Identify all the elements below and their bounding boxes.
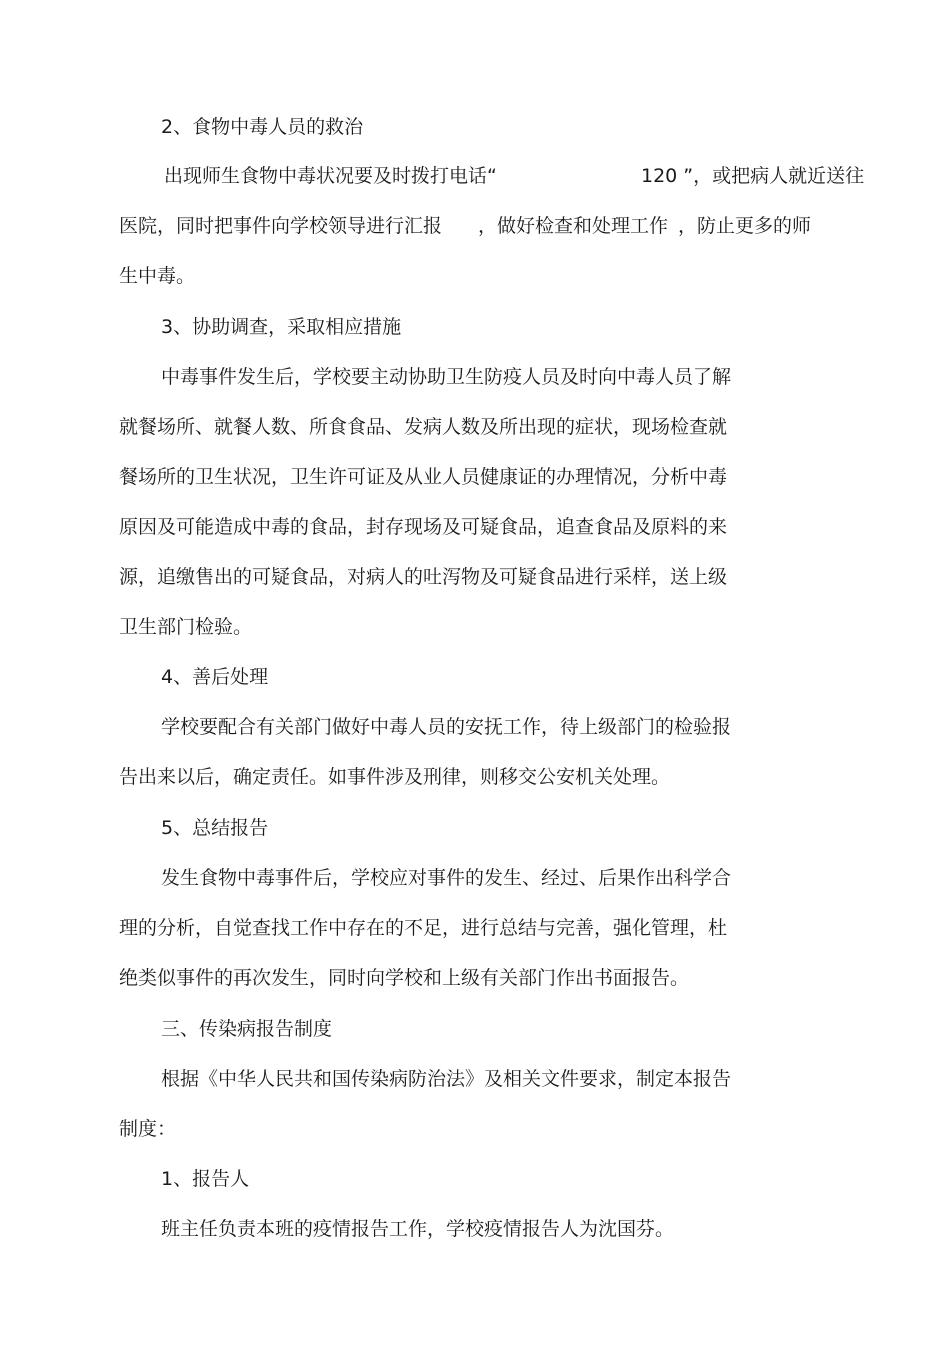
paragraph-line: 绝类似事件的再次发生，同时向学校和上级有关部门作出书面报告。 [119,967,690,989]
subheading-reporter: 1、报告人 [161,1168,250,1190]
text-segment: 医院，同时把事件向学校领导进行汇报 [119,215,443,237]
text-segment: ，做好检查和处理工作 [478,215,669,237]
paragraph-line: 发生食物中毒事件后，学校应对事件的发生、经过、后果作出科学合 [161,867,732,889]
section-title-infectious-disease: 三、传染病报告制度 [161,1018,333,1040]
paragraph-line: 源，追缴售出的可疑食品，对病人的吐泻物及可疑食品进行采样，送上级 [119,566,728,588]
paragraph-line: 卫生部门检验。 [119,616,253,638]
subheading-summary-report: 5、总结报告 [161,817,269,839]
paragraph-line: 学校要配合有关部门做好中毒人员的安抚工作，待上级部门的检验报 [161,716,732,738]
paragraph-line: 根据《中华人民共和国传染病防治法》及相关文件要求，制定本报告 [161,1068,732,1090]
text-segment: 120 ”，或把病人就近送往 [641,165,865,187]
paragraph-line: 就餐场所、就餐人数、所食食品、发病人数及所出现的症状，现场检查就 [119,416,728,438]
subheading-food-poisoning-treatment: 2、食物中毒人员的救治 [161,116,364,138]
paragraph-line: 餐场所的卫生状况，卫生许可证及从业人员健康证的办理情况，分析中毒 [119,466,728,488]
text-segment: 出现师生食物中毒状况要及时拨打电话“ [164,165,497,187]
paragraph-line: 制度： [119,1118,177,1140]
paragraph-line: 告出来以后，确定责任。如事件涉及刑律，则移交公安机关处理。 [119,766,671,788]
paragraph-line: 生中毒。 [119,265,196,287]
subheading-investigation: 3、协助调查，采取相应措施 [161,316,402,338]
paragraph-line: 原因及可能造成中毒的食品，封存现场及可疑食品，追查食品及原料的来 [119,516,728,538]
paragraph-line: 中毒事件发生后，学校要主动协助卫生防疫人员及时向中毒人员了解 [161,366,732,388]
paragraph-line [0,163,950,189]
subheading-aftermath: 4、善后处理 [161,666,269,688]
text-segment: ，防止更多的师 [678,215,812,237]
paragraph-line: 班主任负责本班的疫情报告工作，学校疫情报告人为沈国芬。 [161,1218,675,1240]
paragraph-line [0,213,950,239]
paragraph-line: 理的分析，自觉查找工作中存在的不足，进行总结与完善，强化管理，杜 [119,917,728,939]
